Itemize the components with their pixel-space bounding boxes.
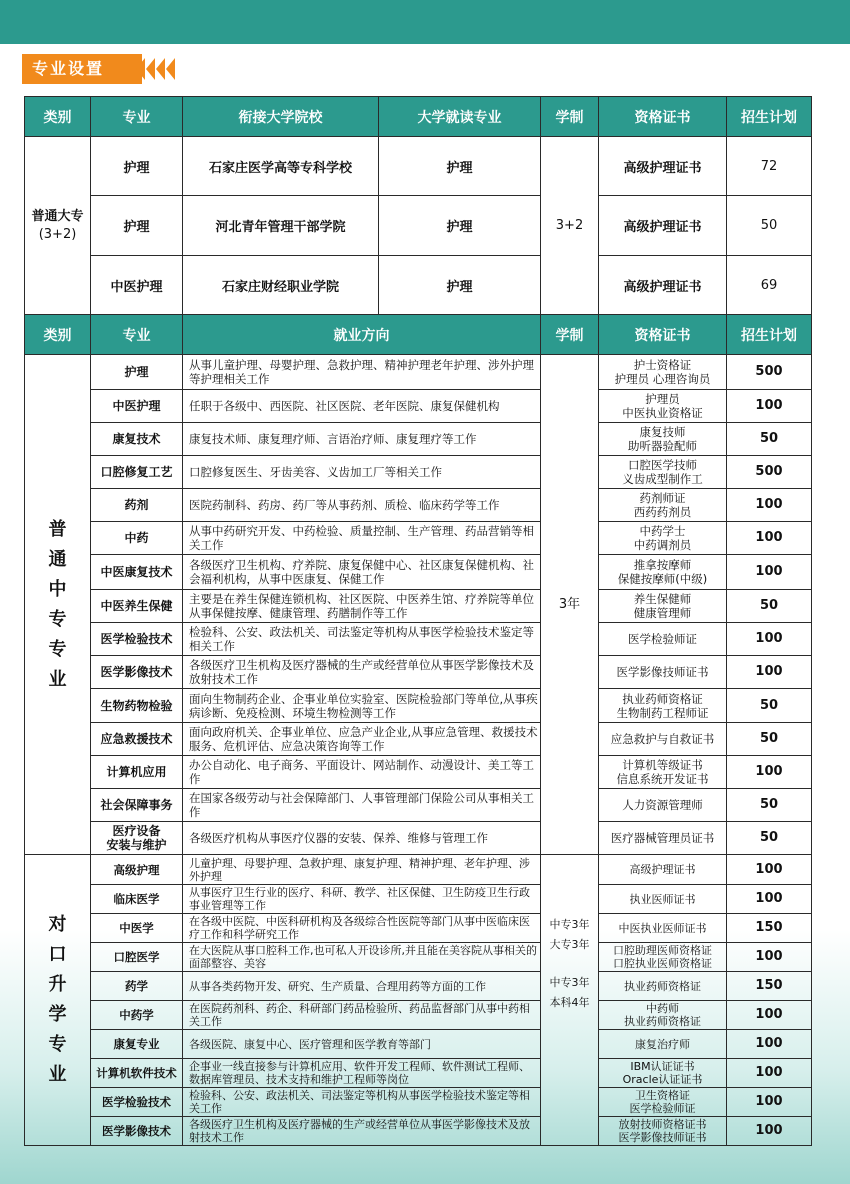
plan-cell: 500	[727, 456, 812, 489]
cert-cell	[599, 623, 727, 656]
table-row	[25, 196, 812, 256]
cert-cell: 高级护理证书	[599, 137, 727, 196]
plan-cell: 50	[727, 789, 812, 822]
table-row	[25, 656, 812, 689]
major-cell: 中医康复技术	[91, 555, 183, 590]
category-char: 业	[48, 668, 67, 690]
plan-cell: 100	[727, 1059, 812, 1088]
category-char: 专	[48, 1034, 67, 1055]
direction-cell: 在国家各级劳动与社会保障部门、人事管理部门保险公司从事相关工作	[183, 789, 541, 822]
cert-cell	[599, 1059, 727, 1088]
direction-cell: 儿童护理、母婴护理、急救护理、康复护理、精神护理、老年护理、涉外护理	[183, 855, 541, 885]
table-row	[25, 555, 812, 590]
header-plan: 招生计划	[727, 97, 812, 137]
plan-cell: 100	[727, 656, 812, 689]
table-row	[25, 855, 812, 885]
direction-cell: 从事中药研究开发、中药检验、质量控制、生产管理、药品营销等相关工作	[183, 522, 541, 555]
cert-line: 执业药师资格证	[624, 979, 701, 993]
cert-line: 医学影像技师证书	[616, 665, 709, 679]
plan-cell: 100	[727, 885, 812, 914]
table-header-row	[25, 97, 812, 137]
table-row	[25, 623, 812, 656]
direction-cell: 检验科、公安、政法机关、司法鉴定等机构从事医学检验技术鉴定等相关工作	[183, 623, 541, 656]
cert-line: 义齿成型制作工	[622, 472, 703, 486]
table-row	[25, 355, 812, 390]
plan-cell: 100	[727, 1030, 812, 1059]
major-cell: 医学影像技术	[91, 1117, 183, 1146]
cert-cell: 高级护理证书	[599, 196, 727, 256]
table-row	[25, 756, 812, 789]
major-cell: 应急救援技术	[91, 723, 183, 756]
group-upgrade	[25, 855, 812, 1146]
header-plan: 招生计划	[727, 315, 812, 355]
cert-cell	[599, 972, 727, 1001]
header-uni-major: 大学就读专业	[379, 97, 541, 137]
major-cell: 中药	[91, 522, 183, 555]
college-cell: 石家庄医学高等专科学校	[183, 137, 379, 196]
plan-cell: 100	[727, 1001, 812, 1030]
major-cell: 中医养生保健	[91, 590, 183, 623]
table-row	[25, 1059, 812, 1088]
cert-line: 中医执业资格证	[622, 406, 703, 420]
cert-line: 西药药剂员	[633, 505, 692, 519]
major-cell: 中医护理	[91, 390, 183, 423]
table-row	[25, 789, 812, 822]
plan-cell: 100	[727, 1117, 812, 1146]
major-cell: 中医学	[91, 914, 183, 943]
table-row	[25, 256, 812, 315]
direction-cell: 各级医院、康复中心、医疗管理和医学教育等部门	[183, 1030, 541, 1059]
category-char: 普	[48, 518, 67, 540]
direction-cell: 在各级中医院、中医科研机构及各级综合性医院等部门从事中医临床医疗工作和科学研究工作	[183, 914, 541, 943]
category-cell	[25, 137, 91, 315]
table-header-row	[25, 315, 812, 355]
cert-line: 推拿按摩师	[633, 558, 692, 572]
table-row	[25, 590, 812, 623]
chevron-decoration-icon	[132, 54, 174, 84]
cert-line: 卫生资格证	[635, 1089, 690, 1102]
cert-line: 中药调剂员	[633, 538, 692, 552]
cert-cell	[599, 555, 727, 590]
header-college: 衔接大学院校	[183, 97, 379, 137]
major-cell: 药学	[91, 972, 183, 1001]
direction-cell: 在医院药剂科、药企、科研部门药品检验所、药品监督部门从事中药相关工作	[183, 1001, 541, 1030]
cert-line: 口腔医学技师	[628, 458, 697, 472]
major-cell: 医学影像技术	[91, 656, 183, 689]
section-title: 专业设置	[22, 54, 142, 84]
direction-cell: 面向生物制药企业、企事业单位实验室、医院检验部门等单位,从事疾病诊断、免疫检测、环境生物检测等工作	[183, 689, 541, 723]
direction-cell: 企事业一线直接参与计算机应用、软件开发工程师、软件测试工程师、数据库管理员、技术支持和维护工程师等岗位	[183, 1059, 541, 1088]
plan-cell: 100	[727, 756, 812, 789]
table-row	[25, 943, 812, 972]
table-row	[25, 456, 812, 489]
plan-cell: 69	[727, 256, 812, 315]
plan-cell: 100	[727, 489, 812, 522]
cert-cell	[599, 855, 727, 885]
direction-cell: 任职于各级中、西医院、社区医院、老年医院、康复保健机构	[183, 390, 541, 423]
table-row	[25, 390, 812, 423]
direction-cell: 康复技术师、康复理疗师、言语治疗师、康复理疗等工作	[183, 423, 541, 456]
major-cell: 医学检验技术	[91, 1088, 183, 1117]
direction-cell: 医院药制科、药房、药厂等从事药剂、质检、临床药学等工作	[183, 489, 541, 522]
cert-cell	[599, 789, 727, 822]
cert-line: 口腔助理医师资格证	[613, 944, 712, 957]
major-cell: 中药学	[91, 1001, 183, 1030]
header-major: 专业	[91, 315, 183, 355]
cert-line: Oracle认证证书	[622, 1073, 703, 1086]
cert-line: 健康管理师	[633, 606, 692, 620]
table-row	[25, 137, 812, 196]
table-row	[25, 1088, 812, 1117]
cert-line: 计算机等级证书	[622, 758, 703, 772]
cert-line: 医学检验师证	[628, 632, 697, 646]
cert-cell	[599, 656, 727, 689]
table-row	[25, 689, 812, 723]
direction-cell: 各级医疗机构从事医疗仪器的安装、保养、维修与管理工作	[183, 822, 541, 855]
plan-cell: 500	[727, 355, 812, 390]
category-char: 升	[48, 974, 67, 995]
cert-line: 医疗器械管理员证书	[610, 831, 715, 845]
cert-line: 中药学士	[639, 524, 686, 538]
category-label: 普通大专	[31, 208, 84, 224]
plan-cell: 100	[727, 390, 812, 423]
cert-cell	[599, 390, 727, 423]
major-cell: 药剂	[91, 489, 183, 522]
direction-cell: 各级医疗卫生机构及医疗器械的生产或经营单位从事医学影像技术及放射技术工作	[183, 656, 541, 689]
major-line: 安装与维护	[106, 838, 167, 852]
table-row	[25, 1030, 812, 1059]
cert-line: 执业药师资格证	[622, 691, 703, 706]
header-cert: 资格证书	[599, 315, 727, 355]
table-row	[25, 423, 812, 456]
duration-cell: 3+2	[541, 137, 599, 315]
cert-cell	[599, 914, 727, 943]
plan-cell: 72	[727, 137, 812, 196]
cert-line: 康复治疗师	[635, 1037, 690, 1051]
cert-line: IBM认证证书	[630, 1060, 695, 1073]
category-cell	[25, 855, 91, 1146]
header-direction: 就业方向	[183, 315, 541, 355]
major-cell: 社会保障事务	[91, 789, 183, 822]
header-duration: 学制	[541, 315, 599, 355]
cert-cell	[599, 756, 727, 789]
majors-table	[24, 314, 812, 1146]
cert-cell	[599, 1088, 727, 1117]
table-row	[25, 723, 812, 756]
cert-line: 康复技师	[639, 425, 686, 439]
category-char: 专	[48, 638, 67, 660]
table-row	[25, 885, 812, 914]
cert-line: 医学检验师证	[629, 1102, 696, 1115]
major-cell: 计算机应用	[91, 756, 183, 789]
cert-cell	[599, 489, 727, 522]
table-row	[25, 1117, 812, 1146]
major-cell: 高级护理	[91, 855, 183, 885]
cert-line: 护士资格证	[633, 358, 692, 372]
major-line: 医疗设备	[112, 824, 161, 838]
table-row	[25, 822, 812, 855]
plan-cell: 150	[727, 914, 812, 943]
major-cell: 口腔修复工艺	[91, 456, 183, 489]
direction-cell: 在大医院从事口腔科工作,也可私人开设诊所,并且能在美容院从事相关的面部整容、美容	[183, 943, 541, 972]
category-char: 学	[48, 1004, 67, 1025]
plan-cell: 50	[727, 723, 812, 756]
major-cell: 医学检验技术	[91, 623, 183, 656]
category-char: 业	[48, 1064, 67, 1085]
table-row	[25, 1001, 812, 1030]
plan-cell: 50	[727, 423, 812, 456]
category-char: 口	[48, 944, 67, 965]
top-banner	[0, 0, 850, 44]
category-char: 专	[48, 608, 67, 630]
cert-line: 生物制药工程师证	[616, 705, 709, 720]
category-char: 对	[48, 914, 67, 935]
direction-cell: 口腔修复医生、牙齿美容、义齿加工厂等相关工作	[183, 456, 541, 489]
uni-major-cell: 护理	[379, 256, 541, 315]
college-cell: 石家庄财经职业学院	[183, 256, 379, 315]
college-table	[24, 96, 812, 315]
cert-line: 助听器验配师	[628, 439, 697, 453]
major-cell: 生物药物检验	[91, 689, 183, 723]
major-cell: 护理	[91, 355, 183, 390]
plan-cell: 100	[727, 943, 812, 972]
plan-cell: 150	[727, 972, 812, 1001]
table-row	[25, 914, 812, 943]
direction-cell: 从事各类药物开发、研究、生产质量、合理用药等方面的工作	[183, 972, 541, 1001]
group-regular	[25, 355, 812, 855]
cert-line: 护理员 心理咨询员	[614, 372, 711, 386]
category-cell	[25, 355, 91, 855]
uni-major-cell: 护理	[379, 137, 541, 196]
cert-line: 执业医师证书	[629, 892, 696, 906]
direction-cell: 办公自动化、电子商务、平面设计、网站制作、动漫设计、美工等工作	[183, 756, 541, 789]
cert-line: 应急救护与自救证书	[610, 732, 715, 746]
major-cell: 口腔医学	[91, 943, 183, 972]
plan-cell: 50	[727, 590, 812, 623]
header-category: 类别	[25, 97, 91, 137]
major-cell: 计算机软件技术	[91, 1059, 183, 1088]
cert-cell	[599, 689, 727, 723]
major-cell: 康复专业	[91, 1030, 183, 1059]
cert-line: 中药师	[646, 1002, 679, 1015]
cert-cell	[599, 943, 727, 972]
cert-line: 医学影像技师证书	[618, 1131, 707, 1144]
cert-cell	[599, 355, 727, 390]
duration-line: 本科4年	[549, 996, 590, 1009]
direction-cell: 各级医疗卫生机构、疗养院、康复保健中心、社区康复保健机构、社会福利机构，从事中医康复、保健工作	[183, 555, 541, 590]
header-duration: 学制	[541, 97, 599, 137]
major-cell: 护理	[91, 196, 183, 256]
plan-cell: 100	[727, 555, 812, 590]
category-sub: (3+2)	[38, 226, 77, 242]
cert-line: 药剂师证	[639, 491, 686, 505]
plan-cell: 100	[727, 522, 812, 555]
cert-line: 高级护理证书	[629, 863, 696, 876]
direction-cell: 检验科、公安、政法机关、司法鉴定等机构从事医学检验技术鉴定等相关工作	[183, 1088, 541, 1117]
cert-line: 执业药师资格证	[624, 1015, 701, 1028]
college-cell: 河北青年管理干部学院	[183, 196, 379, 256]
direction-cell: 从事儿童护理、母婴护理、急救护理、精神护理老年护理、涉外护理等护理相关工作	[183, 355, 541, 390]
header-category: 类别	[25, 315, 91, 355]
major-cell: 康复技术	[91, 423, 183, 456]
cert-cell	[599, 723, 727, 756]
cert-cell	[599, 456, 727, 489]
plan-cell: 100	[727, 1088, 812, 1117]
uni-major-cell: 护理	[379, 196, 541, 256]
direction-cell: 从事医疗卫生行业的医疗、科研、教学、社区保健、卫生防疫卫生行政事业管理等工作	[183, 885, 541, 914]
plan-cell: 100	[727, 855, 812, 885]
cert-cell	[599, 1117, 727, 1146]
cert-cell	[599, 1001, 727, 1030]
cert-line: 护理员	[645, 392, 680, 406]
major-cell	[91, 822, 183, 855]
cert-line: 信息系统开发证书	[616, 772, 709, 786]
cert-line: 人力资源管理师	[622, 798, 703, 812]
table-row	[25, 489, 812, 522]
cert-line: 中医执业医师证书	[618, 921, 707, 935]
cert-cell	[599, 1030, 727, 1059]
header-cert: 资格证书	[599, 97, 727, 137]
cert-cell	[599, 590, 727, 623]
major-cell: 临床医学	[91, 885, 183, 914]
plan-cell: 50	[727, 822, 812, 855]
direction-cell: 主要是在养生保健连锁机构、社区医院、中医养生馆、疗养院等单位从事保健按摩、健康管理、药膳制作等工作	[183, 590, 541, 623]
cert-cell	[599, 423, 727, 456]
category-char: 通	[48, 548, 67, 570]
cert-line: 养生保健师	[633, 592, 692, 606]
major-cell: 中医护理	[91, 256, 183, 315]
cert-cell	[599, 822, 727, 855]
duration-line: 中专3年	[549, 976, 590, 989]
cert-cell	[599, 885, 727, 914]
cert-line: 口腔执业医师资格证	[613, 957, 712, 970]
header-major: 专业	[91, 97, 183, 137]
direction-cell: 各级医疗卫生机构及医疗器械的生产或经营单位从事医学影像技术及放射技术工作	[183, 1117, 541, 1146]
cert-cell: 高级护理证书	[599, 256, 727, 315]
duration-cell: 3年	[541, 355, 599, 855]
plan-cell: 50	[727, 689, 812, 723]
plan-cell: 100	[727, 623, 812, 656]
plan-cell: 50	[727, 196, 812, 256]
category-char: 中	[48, 578, 67, 600]
duration-cell	[541, 855, 599, 1146]
major-cell: 护理	[91, 137, 183, 196]
table-row	[25, 972, 812, 1001]
cert-line: 保健按摩师(中级)	[617, 572, 708, 586]
table-row	[25, 522, 812, 555]
cert-line: 放射技师资格证书	[618, 1118, 707, 1131]
direction-cell: 面向政府机关、企事业单位、应急产业企业,从事应急管理、救援技术服务、危机评估、应急决策咨询等工作	[183, 723, 541, 756]
cert-cell	[599, 522, 727, 555]
duration-line: 中专3年	[549, 918, 590, 931]
duration-line: 大专3年	[549, 938, 590, 951]
